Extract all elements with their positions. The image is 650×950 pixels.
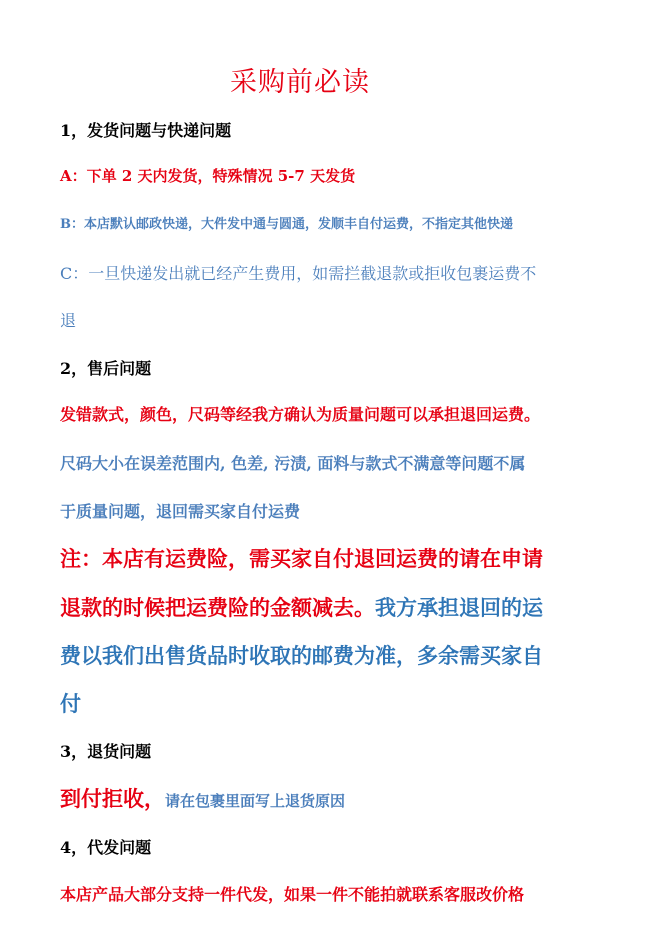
section-2-heading: 2，售后问题 bbox=[60, 359, 152, 378]
section-2-paragraph-1: 发错款式，颜色，尺码等经我方确认为质量问题可以承担退回运费。 bbox=[60, 405, 541, 424]
page-title: 采购前必读 bbox=[230, 67, 370, 98]
section-1-heading: 1，发货问题与快递问题 bbox=[60, 121, 232, 140]
section-1-item-a: A：下单 2 天内发货，特殊情况 5-7 天发货 bbox=[60, 167, 356, 185]
section-2-note-line-1: 注：本店有运费险，需买家自付退回运费的请在申请 bbox=[60, 546, 543, 571]
section-3-text bbox=[60, 783, 345, 813]
section-3-text-red: 到付拒收， bbox=[60, 786, 165, 811]
section-1-item-c-line-1: C：一旦快递发出就已经产生费用，如需拦截退款或拒收包裹运费不 bbox=[60, 264, 537, 283]
section-1-item-b: B：本店默认邮政快递，大件发中通与圆通，发顺丰自付运费，不指定其他快递 bbox=[60, 217, 513, 232]
section-2-paragraph-2-line-2: 于质量问题，退回需买家自付运费 bbox=[60, 502, 301, 521]
section-2-note-line-2 bbox=[60, 592, 543, 622]
section-2-note-line-2-blue: 我方承担退回的运 bbox=[375, 595, 543, 620]
section-2-note-line-3: 费以我们出售货品时收取的邮费为准，多余需买家自 bbox=[60, 643, 543, 668]
section-4-heading: 4，代发问题 bbox=[60, 838, 152, 857]
section-2-note-line-2-red: 退款的时候把运费险的金额减去。 bbox=[60, 595, 375, 620]
section-2-note-line-4: 付 bbox=[60, 691, 81, 716]
section-3-heading: 3，退货问题 bbox=[60, 742, 152, 761]
section-2-paragraph-2-line-1: 尺码大小在误差范围内, 色差, 污渍, 面料与款式不满意等问题不属 bbox=[60, 454, 526, 473]
section-1-item-c-line-2: 退 bbox=[60, 311, 77, 330]
section-4-text: 本店产品大部分支持一件代发，如果一件不能拍就联系客服改价格 bbox=[60, 885, 525, 904]
section-3-text-blue: 请在包裹里面写上退货原因 bbox=[165, 792, 346, 810]
